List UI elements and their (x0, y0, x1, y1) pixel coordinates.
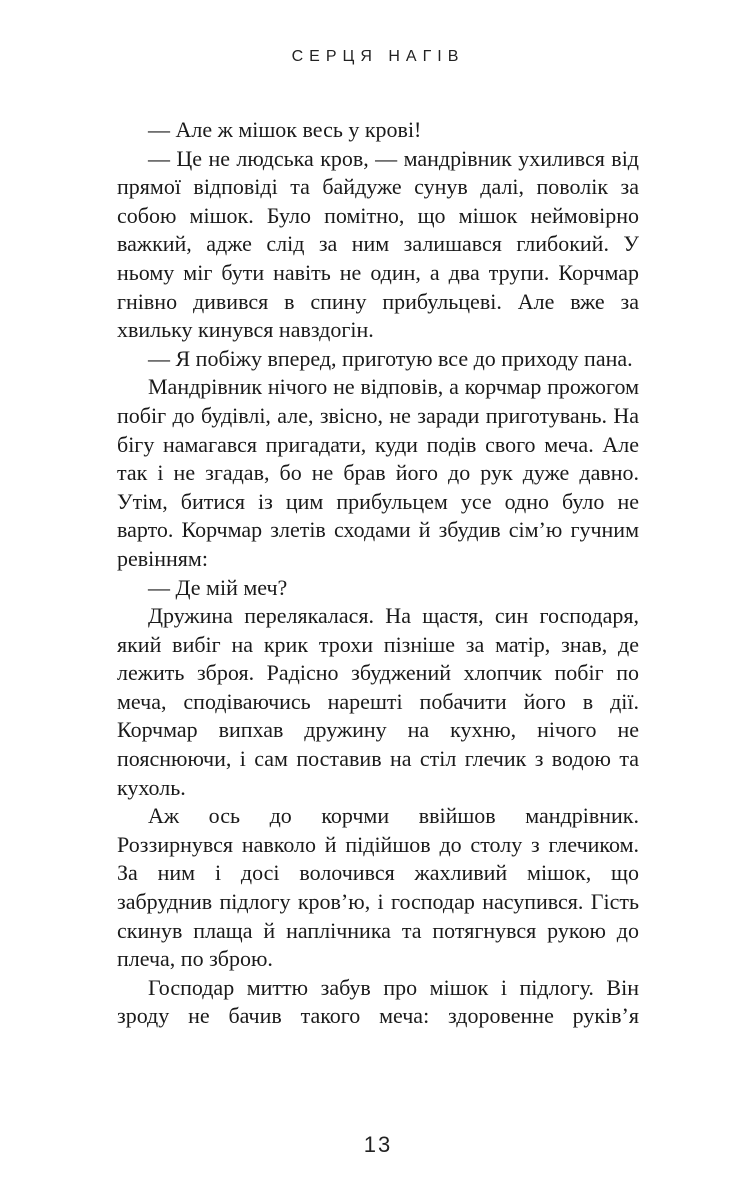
paragraph-4: Мандрівник нічого не відповів, а корчмар прожогом побіг до будівлі, але, звісно, не заради приготувань. На бігу намагався пригадати, куди подів свого меча. Але так і не згадав, бо не брав його до рук дуже давно. Утім, битися із цим прибульцем усе одно було не варто. Корчмар злетів сходами й збудив сім’ю гучним ревінням: (117, 374, 639, 571)
paragraph-8: Господар миттю забув про мішок і підлогу. Він зроду не бачив такого меча: здоровенне руків’я (117, 974, 639, 1029)
running-head-title: СЕРЦЯ НАГІВ (291, 48, 465, 65)
page-number: 13 (363, 1132, 393, 1157)
paragraph-2: — Це не людська кров, — мандрівник ухилився від прямої відповіді та байдуже сунув далі, поволік за собою мішок. Було помітно, що мішок неймовірно важкий, адже слід за ним залишався глибокий. У ньому міг бути навіть не один, а два трупи. Корчмар гнівно дивився в спину прибульцеві. Але вже за хвильку кинувся навздогін. (117, 145, 639, 343)
paragraph-6: Дружина перелякалася. На щастя, син господаря, який вибіг на крик трохи пізніше за матір, знав, де лежить зброя. Радісно збуджений хлопчик побіг по меча, сподіваючись нарешті побачити його в дії. Корчмар випхав дружину на кухню, нічого не пояснюючи, і сам поставив на стіл глечик з водою та кухоль. (117, 603, 639, 800)
body-text (117, 116, 639, 1031)
paragraph-5: — Де мій меч? (148, 574, 288, 600)
paragraph-7: Аж ось до корчми ввійшов мандрівник. Роззирнувся навколо й підійшов до столу з глечиком. За ним і досі волочився жахливий мішок, що забруднив підлогу кров’ю, і господар насупився. Гість скинув плаща й наплічника та потягнувся рукою до плеча, по зброю. (117, 803, 639, 972)
paragraph-1: — Але ж мішок весь у крові! (148, 117, 422, 142)
paragraph-3: — Я побіжу вперед, приготую все до приходу пана. (148, 345, 633, 371)
